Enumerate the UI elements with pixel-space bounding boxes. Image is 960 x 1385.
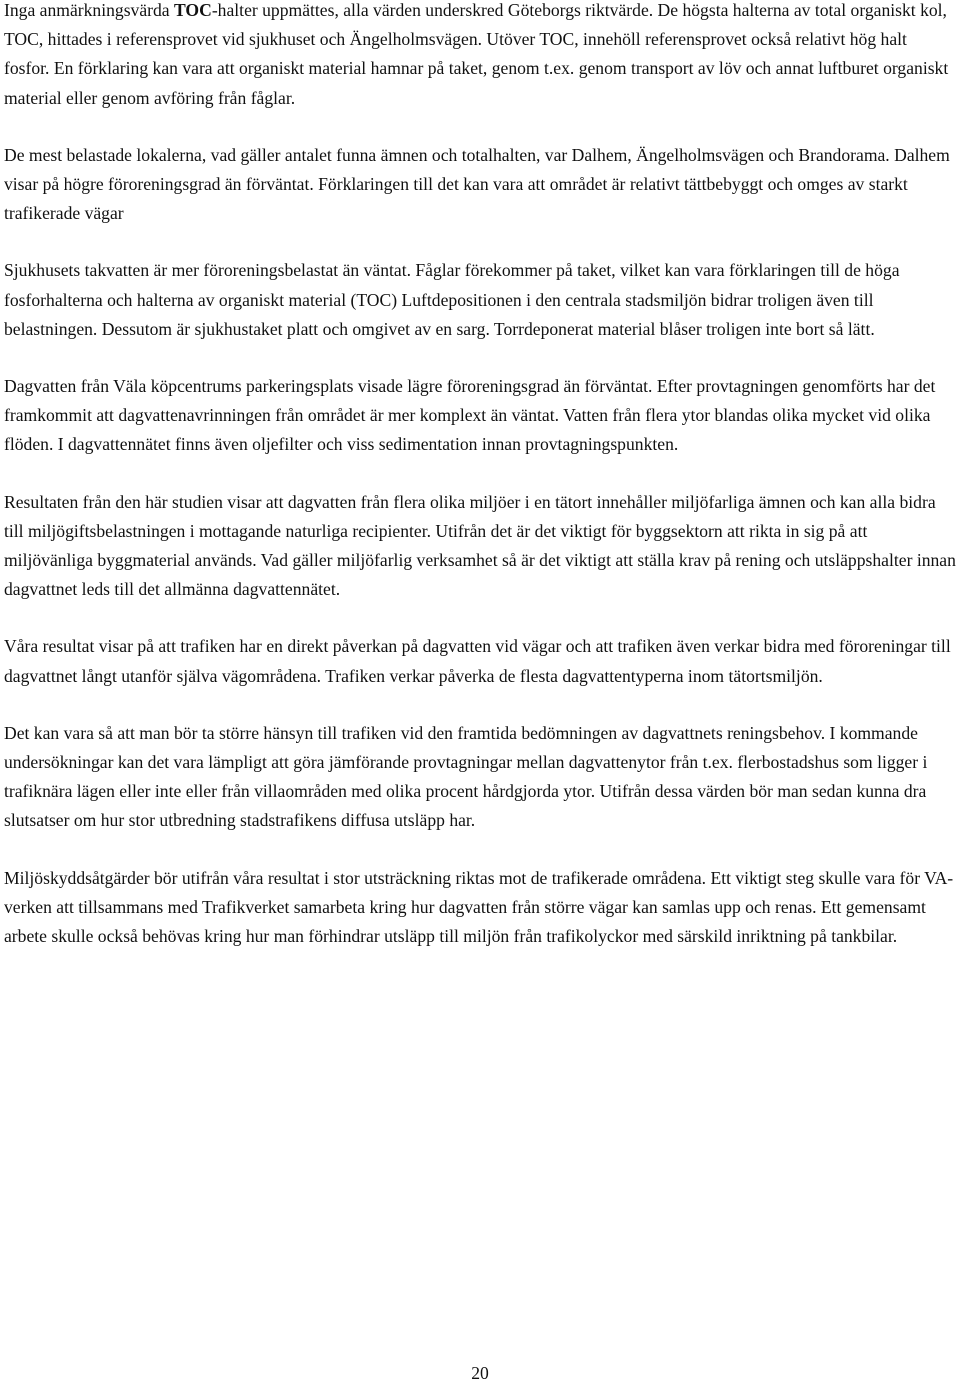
paragraph-traffic-impact: Våra resultat visar på att trafiken har en direkt påverkan på dagvatten vid vägar och att trafiken även verkar bidra med föroreningar till dagvattnet långt utanför själva vägområdena. Trafiken verkar påverka de flesta dagvattentyperna inom tätortsmiljön. [4, 636, 951, 686]
paragraph-hospital-roof-water: Sjukhusets takvatten är mer föroreningsbelastat än väntat. Fåglar förekommer på taket, vilket kan vara förklaringen till de höga fosforhalterna och halterna av organiskt material (TOC) Luftdepositionen i den centrala stadsmiljön bidrar troligen även till belastningen. Dessutom är sjukhustaket platt och omgivet av en sarg. Torrdeponerat material blåser troligen inte bort så lätt. [4, 260, 900, 339]
paragraph-study-results: Resultaten från den här studien visar att dagvatten från flera olika miljöer i en tätort innehåller miljöfarliga ämnen och kan alla bidra till miljögiftsbelastningen i mottagande naturliga recipienter. Utifrån det är det viktigt för byggsektorn att rikta in sig på att miljövänliga byggmaterial används. Vad gäller miljöfarlig verksamhet så är det viktigt att ställa krav på rening och utsläppshalter innan dagvattnet leds till det allmänna dagvattennätet. [4, 491, 956, 600]
toc-bold-term: TOC [174, 0, 212, 20]
paragraph-toc-body: -halter uppmättes, alla värden underskred Göteborgs riktvärde. De högsta halterna av total organiskt kol, TOC, hittades i referensprovet vid sjukhuset och Ängelholmsvägen. Utöver TOC, innehöll referensprovet också relativt hög halt fosfor. En förklaring kan vara att organiskt material hamnar på taket, genom t.ex. genom transport av löv och annat luftburet organiskt material eller genom avföring från fåglar. [4, 0, 949, 108]
paragraph-protection-measures: Miljöskyddsåtgärder bör utifrån våra resultat i stor utsträckning riktas mot de trafikerade områdena. Ett viktigt steg skulle vara för VA-verken att tillsammans med Trafikverket samarbeta kring hur dagvatten från större vägar kan samlas upp och renas. Ett gemensamt arbete skulle också behövas kring hur man förhindrar utsläpp till miljön från trafikolyckor med särskild inriktning på tankbilar. [4, 867, 954, 947]
paragraph-most-loaded-locations: De mest belastade lokalerna, vad gäller antalet funna ämnen och totalhalten, var Dalhem, Ängelholmsvägen och Brandorama. Dalhem visar på högre föroreningsgrad än förväntat. Förklaringen till det kan vara att området är relativt tättbebyggt och omges av starkt trafikerade vägar [4, 144, 950, 224]
paragraph-toc-results [4, 0, 956, 113]
page-number: 20 [471, 1363, 489, 1383]
paragraph-vala-parking: Dagvatten från Väla köpcentrums parkeringsplats visade lägre föroreningsgrad än förväntat. Efter provtagningen genomförts har det framkommit att dagvattenavrinningen från området är mer komplext än väntat. Vatten från flera ytor blandas olika mycket vid olika flöden. I dagvattennätet finns även oljefilter och viss sedimentation innan provtagningspunkten. [4, 376, 936, 455]
paragraph-future-assessment: Det kan vara så att man bör ta större hänsyn till trafiken vid den framtida bedömningen av dagvattnets reningsbehov. I kommande undersökningar kan det vara lämpligt att göra jämförande provtagningar mellan dagvattenytor från t.ex. flerbostadshus som ligger i trafiknära lägen eller inte eller från villaområden med olika procent hårdgjorda ytor. Utifrån dessa värden bör man sedan kunna dra slutsatser om hur stor utbredning stadstrafikens diffusa utsläpp har. [4, 722, 928, 831]
paragraph-toc-lead: Inga anmärkningsvärda [4, 0, 175, 20]
document-page [4, 0, 956, 951]
